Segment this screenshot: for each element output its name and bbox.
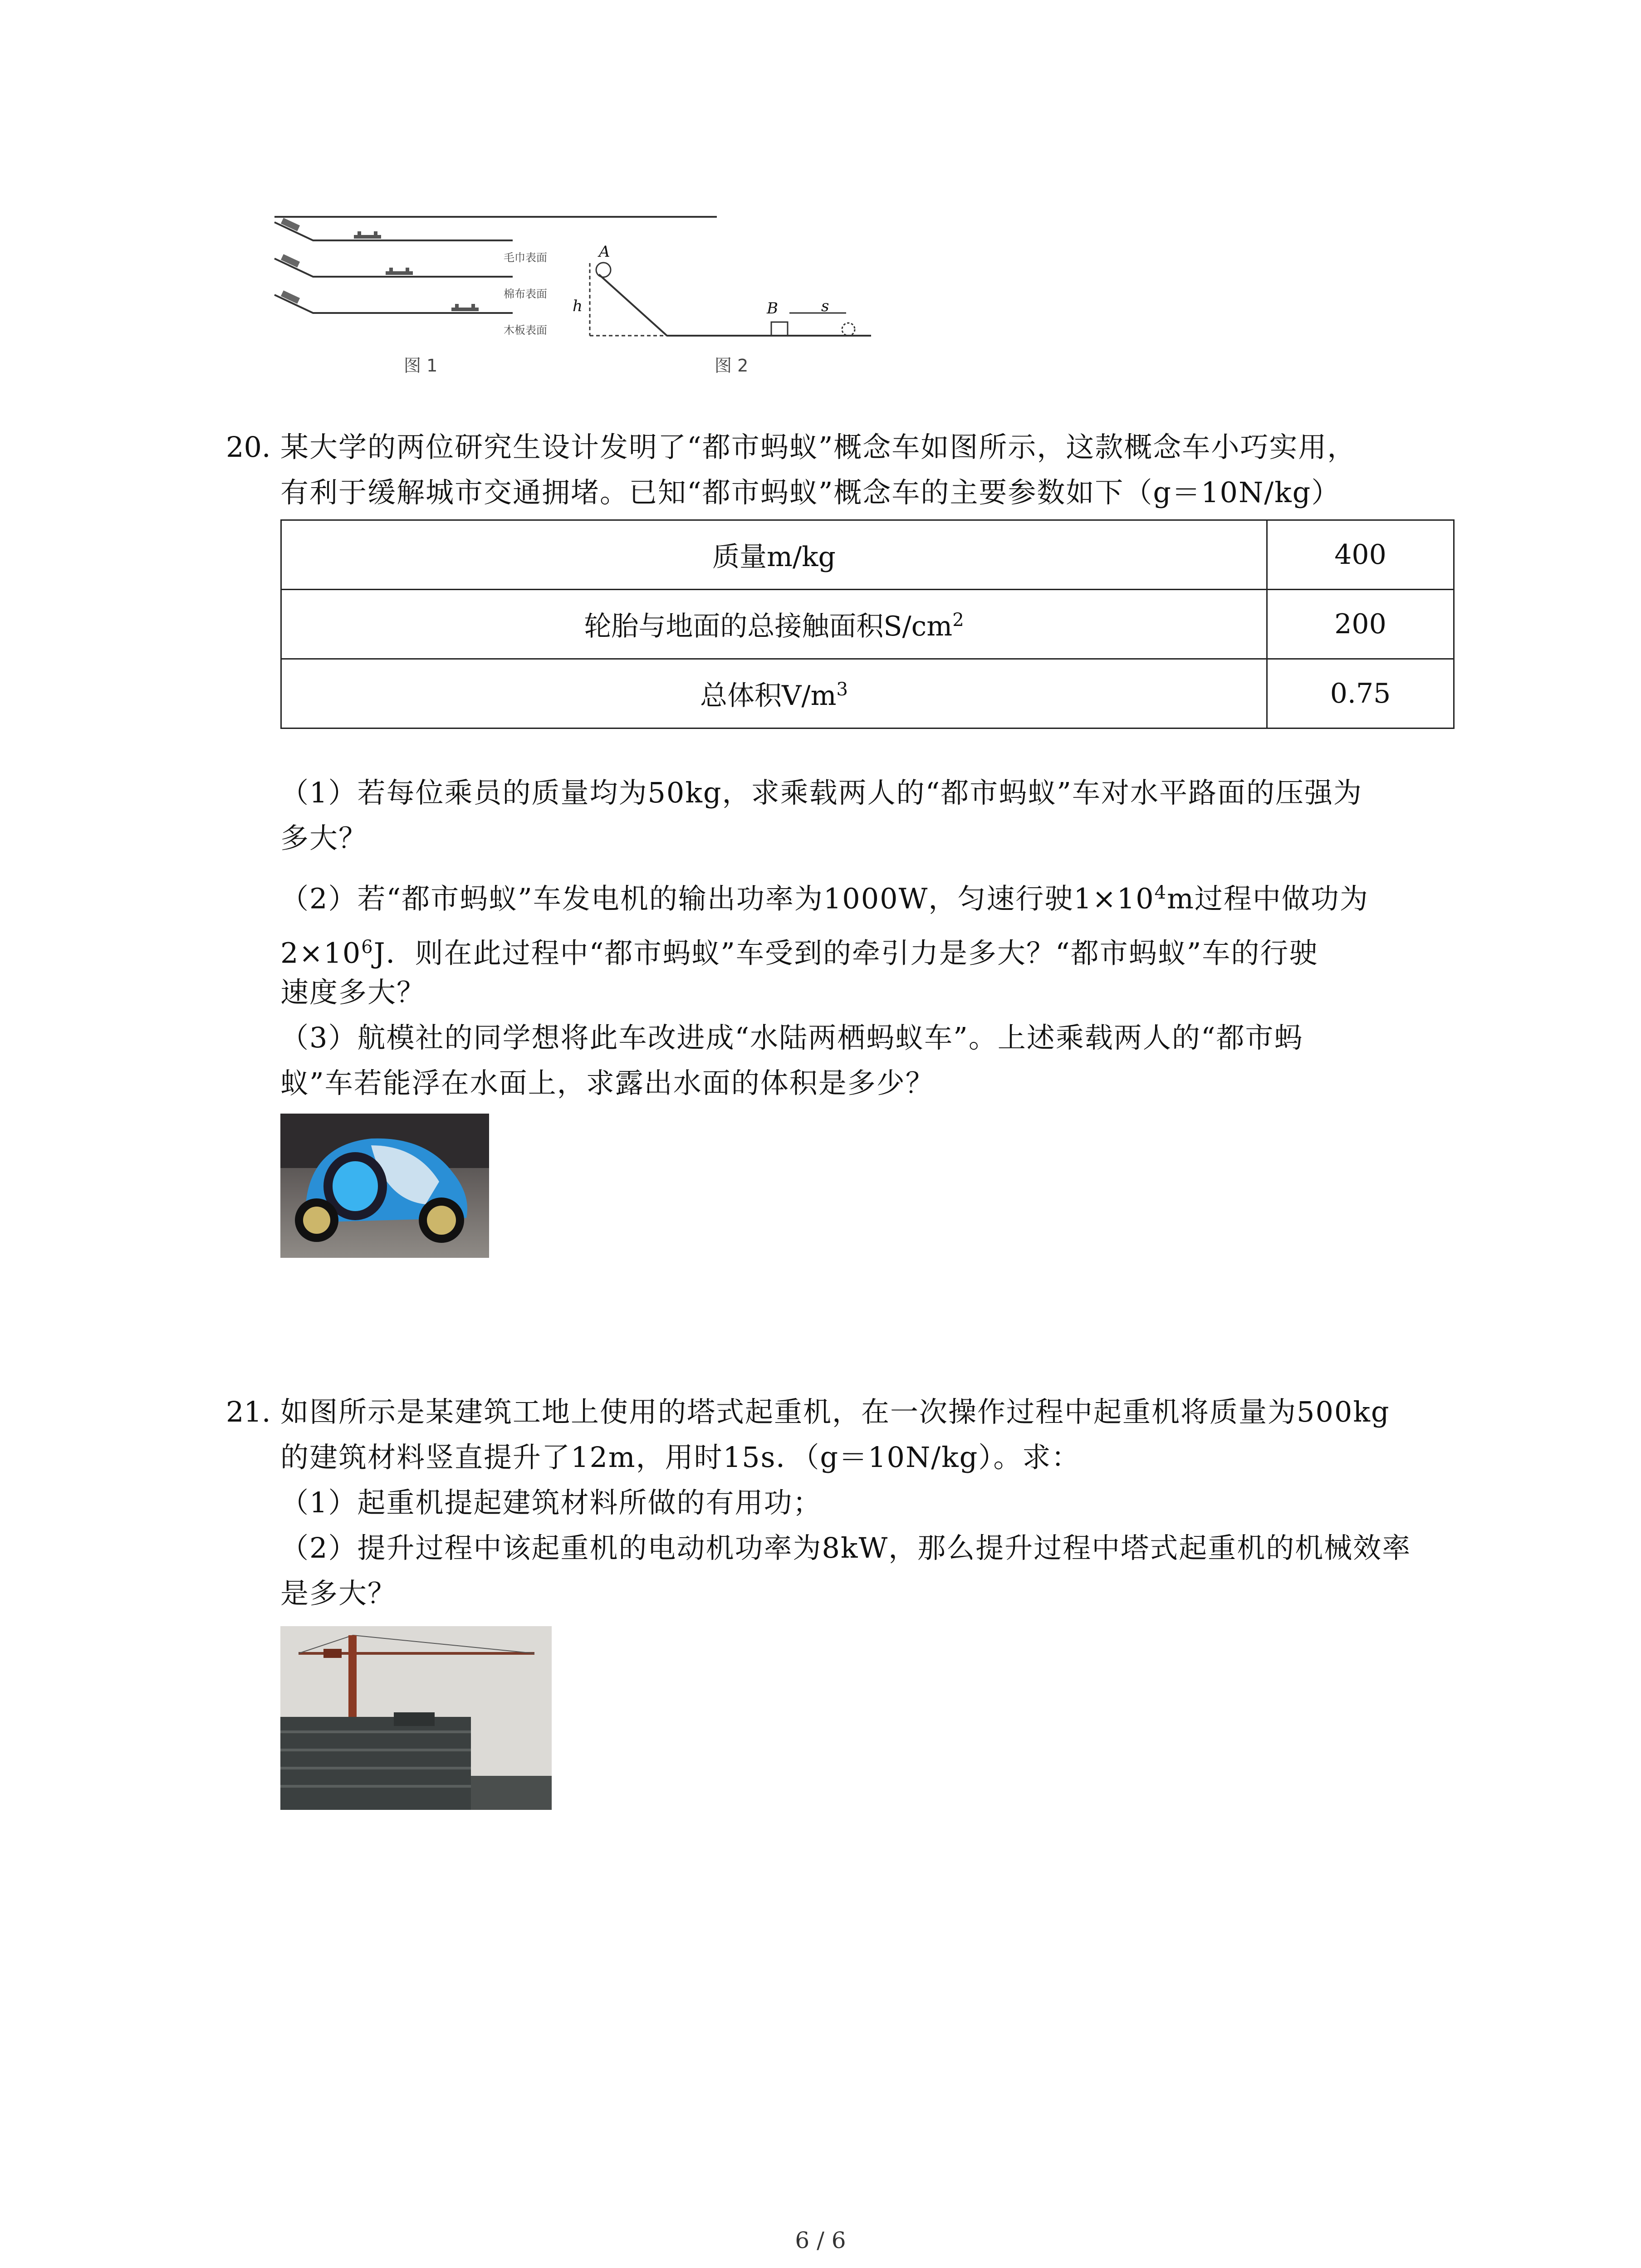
q20-sub1-line2: 多大？ (280, 821, 368, 855)
point-a-label: A (599, 243, 610, 261)
q21-sub1: （1）起重机提起建筑材料所做的有用功； (280, 1486, 822, 1519)
table-row (281, 590, 1454, 659)
q21-stem-line2: 的建筑材料竖直提升了12m，用时15s．（g＝10N/kg）。求： (280, 1441, 1081, 1474)
point-b-label: B (767, 299, 778, 318)
concept-car-photo (280, 1114, 489, 1258)
table-cell-label: 轮胎与地面的总接触面积$S/cm^2$ (281, 590, 1267, 659)
distance-label: s (821, 297, 829, 315)
q20-sub1-line1: （1）若每位乘员的质量均为50kg，求乘载两人的“都市蚂蚁”车对水平路面的压强为 (280, 776, 1362, 809)
table-row (281, 659, 1454, 728)
q20-parameter-table (280, 519, 1455, 729)
q20-number: 20. (226, 430, 271, 464)
height-label: h (573, 297, 583, 315)
table-cell-value: 0.75 (1267, 659, 1454, 728)
surface-label-towel: 毛巾表面 (504, 251, 547, 264)
q20-stem-line2: 有利于缓解城市交通拥堵。已知“都市蚂蚁”概念车的主要参数如下（g＝10N/kg） (280, 476, 1341, 509)
tower-crane-photo (280, 1626, 552, 1810)
page-number: 6 / 6 (795, 2227, 846, 2253)
q20-sub3-line1: （3）航模社的同学想将此车改进成“水陆两栖蚂蚁车”。上述乘载两人的“都市蚂 (280, 1021, 1303, 1054)
q21-stem-line1: 如图所示是某建筑工地上使用的塔式起重机，在一次操作过程中起重机将质量为500kg (280, 1395, 1390, 1428)
surface-label-wood: 木板表面 (504, 324, 547, 337)
q21-sub2-line1: （2）提升过程中该起重机的电动机功率为8kW，那么提升过程中塔式起重机的机械效率 (280, 1531, 1411, 1564)
q20-sub2-line3: 速度多大？ (280, 976, 426, 1009)
table-row (281, 520, 1454, 590)
q21-number: 21. (226, 1395, 271, 1428)
table-cell-value: 400 (1267, 520, 1454, 590)
surface-label-cotton: 棉布表面 (504, 288, 547, 300)
table-cell-label: 质量m/kg (281, 520, 1267, 590)
figure-1-caption: 图 1 (404, 356, 438, 376)
q20-stem-line1: 某大学的两位研究生设计发明了“都市蚂蚁”概念车如图所示，这款概念车小巧实用， (280, 430, 1357, 464)
figure-2-incline (581, 249, 880, 340)
q20-sub2-line2: $2\times 10^6J$．则在此过程中“都市蚂蚁”车受到的牵引力是多大？“都市蚂蚁”车的行驶 (280, 936, 1318, 970)
q20-sub2-line1: （2）若“都市蚂蚁”车发电机的输出功率为1000W，匀速行驶$1\times 10^4m$过程中做功为 (280, 882, 1369, 915)
table-cell-value: 200 (1267, 590, 1454, 659)
table-cell-label: 总体积$V/m^3$ (281, 659, 1267, 728)
q21-sub2-line2: 是多大？ (280, 1577, 397, 1610)
figure-2-caption: 图 2 (715, 356, 749, 376)
top-figures (272, 209, 880, 390)
q20-sub3-line2: 蚁”车若能浮在水面上，求露出水面的体积是多少？ (280, 1066, 935, 1100)
